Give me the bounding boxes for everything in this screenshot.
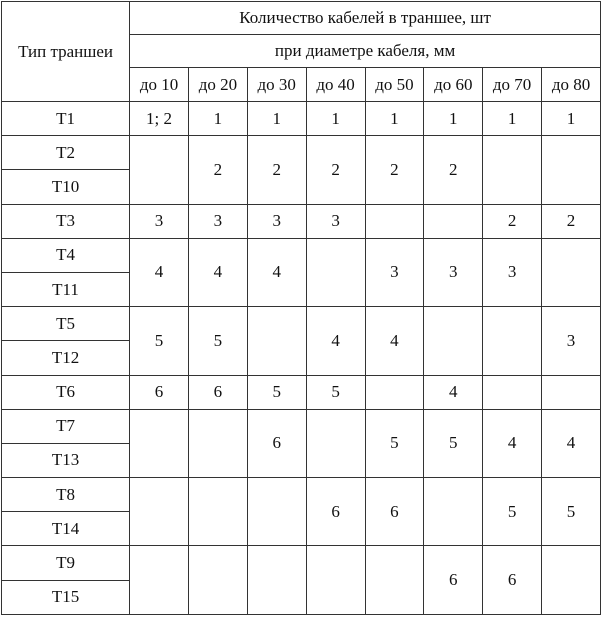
value-cell: 4: [483, 409, 542, 477]
value-cell: [483, 375, 542, 409]
table-row: [2, 136, 601, 170]
value-cell: 1: [306, 102, 365, 136]
value-cell: 6: [306, 478, 365, 546]
value-cell: 3: [424, 238, 483, 306]
value-cell: 6: [247, 409, 306, 477]
value-cell: 5: [483, 478, 542, 546]
value-cell: 4: [247, 238, 306, 306]
value-cell: 1; 2: [130, 102, 189, 136]
diameter-col-header: до 50: [365, 68, 424, 102]
trench-type-cell: Т15: [2, 580, 130, 614]
value-cell: 3: [365, 238, 424, 306]
value-cell: 1: [483, 102, 542, 136]
diameter-col-header: до 60: [424, 68, 483, 102]
value-cell: 2: [424, 136, 483, 204]
diameter-col-header: до 30: [247, 68, 306, 102]
cable-diameter-header: при диаметре кабеля, мм: [130, 35, 601, 68]
value-cell: 5: [542, 478, 601, 546]
table-row: [2, 546, 601, 580]
value-cell: [247, 478, 306, 546]
table-row: [2, 478, 601, 512]
value-cell: [306, 238, 365, 306]
value-cell: [306, 546, 365, 615]
value-cell: 3: [483, 238, 542, 306]
value-cell: [424, 204, 483, 238]
value-cell: [424, 307, 483, 375]
value-cell: 3: [130, 204, 189, 238]
table-row: [2, 307, 601, 341]
trench-type-cell: Т2: [2, 136, 130, 170]
value-cell: 6: [130, 375, 189, 409]
table-row: [2, 238, 601, 272]
value-cell: [130, 478, 189, 546]
value-cell: 3: [188, 204, 247, 238]
trench-type-cell: Т8: [2, 478, 130, 512]
value-cell: 3: [247, 204, 306, 238]
value-cell: 1: [542, 102, 601, 136]
trench-type-cell: Т13: [2, 443, 130, 477]
diameter-col-header: до 20: [188, 68, 247, 102]
trench-type-cell: Т3: [2, 204, 130, 238]
value-cell: 2: [306, 136, 365, 204]
value-cell: 1: [365, 102, 424, 136]
diameter-col-header: до 80: [542, 68, 601, 102]
value-cell: 3: [306, 204, 365, 238]
value-cell: 4: [130, 238, 189, 306]
value-cell: [542, 546, 601, 615]
cable-count-header: Количество кабелей в траншее, шт: [130, 2, 601, 35]
trench-type-cell: Т5: [2, 307, 130, 341]
value-cell: 5: [130, 307, 189, 375]
table-row: [2, 409, 601, 443]
value-cell: [247, 546, 306, 615]
value-cell: 5: [365, 409, 424, 477]
value-cell: 2: [542, 204, 601, 238]
value-cell: [188, 546, 247, 615]
value-cell: 1: [247, 102, 306, 136]
value-cell: 5: [188, 307, 247, 375]
value-cell: [542, 136, 601, 204]
value-cell: 4: [542, 409, 601, 477]
value-cell: [542, 238, 601, 306]
diameter-col-header: до 10: [130, 68, 189, 102]
diameter-col-header: до 40: [306, 68, 365, 102]
value-cell: 2: [247, 136, 306, 204]
value-cell: [188, 478, 247, 546]
trench-type-cell: Т11: [2, 272, 130, 306]
value-cell: 4: [188, 238, 247, 306]
value-cell: [483, 307, 542, 375]
trench-type-cell: Т1: [2, 102, 130, 136]
value-cell: 6: [483, 546, 542, 615]
trench-type-cell: Т6: [2, 375, 130, 409]
value-cell: [365, 546, 424, 615]
trench-type-cell: Т12: [2, 341, 130, 375]
diameter-col-header: до 70: [483, 68, 542, 102]
value-cell: [247, 307, 306, 375]
value-cell: 1: [424, 102, 483, 136]
value-cell: 2: [188, 136, 247, 204]
value-cell: [365, 375, 424, 409]
value-cell: 5: [424, 409, 483, 477]
trench-type-cell: Т14: [2, 512, 130, 546]
trench-type-cell: Т7: [2, 409, 130, 443]
table-row: [2, 204, 601, 238]
value-cell: 1: [188, 102, 247, 136]
value-cell: 4: [306, 307, 365, 375]
trench-type-cell: Т4: [2, 238, 130, 272]
trench-type-cell: Т9: [2, 546, 130, 580]
value-cell: 2: [365, 136, 424, 204]
value-cell: [130, 409, 189, 477]
value-cell: [424, 478, 483, 546]
trench-type-cell: Т10: [2, 170, 130, 204]
value-cell: [188, 409, 247, 477]
value-cell: 5: [247, 375, 306, 409]
value-cell: 4: [365, 307, 424, 375]
value-cell: 6: [188, 375, 247, 409]
table-row: [2, 102, 601, 136]
trench-type-header: Тип траншеи: [2, 2, 130, 102]
value-cell: [365, 204, 424, 238]
value-cell: 4: [424, 375, 483, 409]
value-cell: 6: [424, 546, 483, 615]
value-cell: [483, 136, 542, 204]
value-cell: [130, 546, 189, 615]
value-cell: 5: [306, 375, 365, 409]
value-cell: 2: [483, 204, 542, 238]
value-cell: 3: [542, 307, 601, 375]
value-cell: [542, 375, 601, 409]
value-cell: [130, 136, 189, 204]
table-row: [2, 375, 601, 409]
value-cell: 6: [365, 478, 424, 546]
value-cell: [306, 409, 365, 477]
trench-cable-table: [1, 1, 601, 615]
